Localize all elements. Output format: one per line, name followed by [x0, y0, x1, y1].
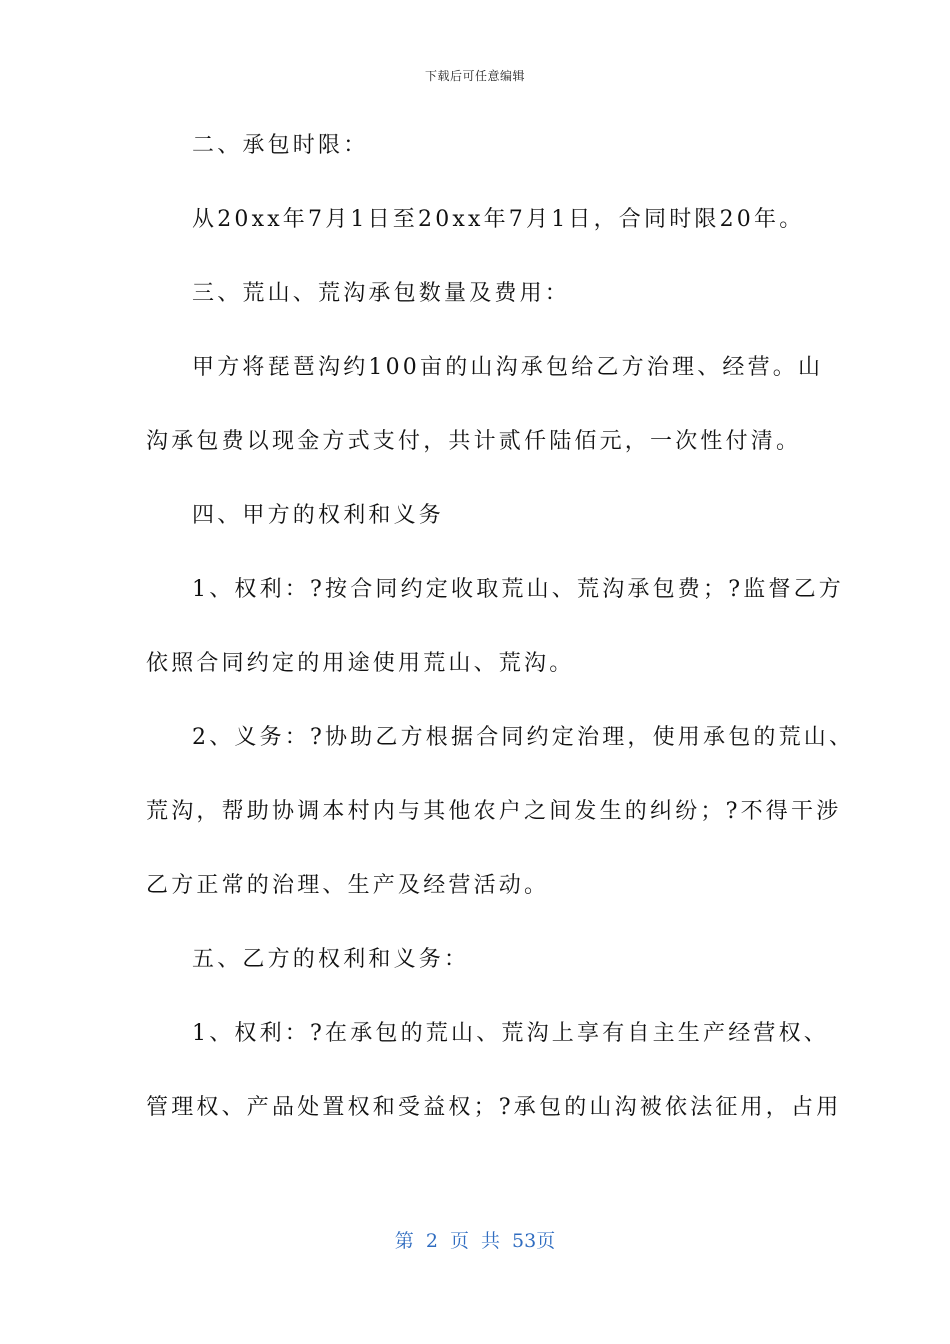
paragraph-line: 沟承包费以现金方式支付，共计贰仟陆佰元，一次性付清。 — [146, 429, 802, 454]
paragraph-line: 甲方将琵琶沟约100亩的山沟承包给乙方治理、经营。山 — [192, 355, 824, 380]
document-body — [146, 128, 855, 1164]
section-heading-quantity: 三、荒山、荒沟承包数量及费用： — [192, 281, 571, 306]
section-heading-party-b: 五、乙方的权利和义务： — [192, 947, 470, 972]
paragraph-line: 管理权、产品处置权和受益权；?承包的山沟被依法征用，占用 — [146, 1095, 842, 1120]
paragraph-line: 1、权利：?在承包的荒山、荒沟上享有自主生产经营权、 — [192, 1021, 829, 1046]
paragraph-line: 乙方正常的治理、生产及经营活动。 — [146, 873, 550, 898]
section-heading-term: 二、承包时限： — [192, 133, 369, 158]
paragraph-line: 从20xx年7月1日至20xx年7月1日，合同时限20年。 — [192, 207, 805, 232]
paragraph-line: 依照合同约定的用途使用荒山、荒沟。 — [146, 651, 575, 676]
page-number: 第 2 页 共 53页 — [394, 1230, 556, 1252]
header-note: 下载后可任意编辑 — [424, 69, 525, 83]
paragraph-line: 2、义务：?协助乙方根据合同约定治理，使用承包的荒山、 — [192, 725, 855, 750]
section-heading-party-a: 四、甲方的权利和义务 — [192, 503, 445, 528]
paragraph-line: 1、权利：?按合同约定收取荒山、荒沟承包费；?监督乙方 — [192, 577, 844, 602]
paragraph-line: 荒沟，帮助协调本村内与其他农户之间发生的纠纷；?不得干涉 — [146, 799, 842, 824]
